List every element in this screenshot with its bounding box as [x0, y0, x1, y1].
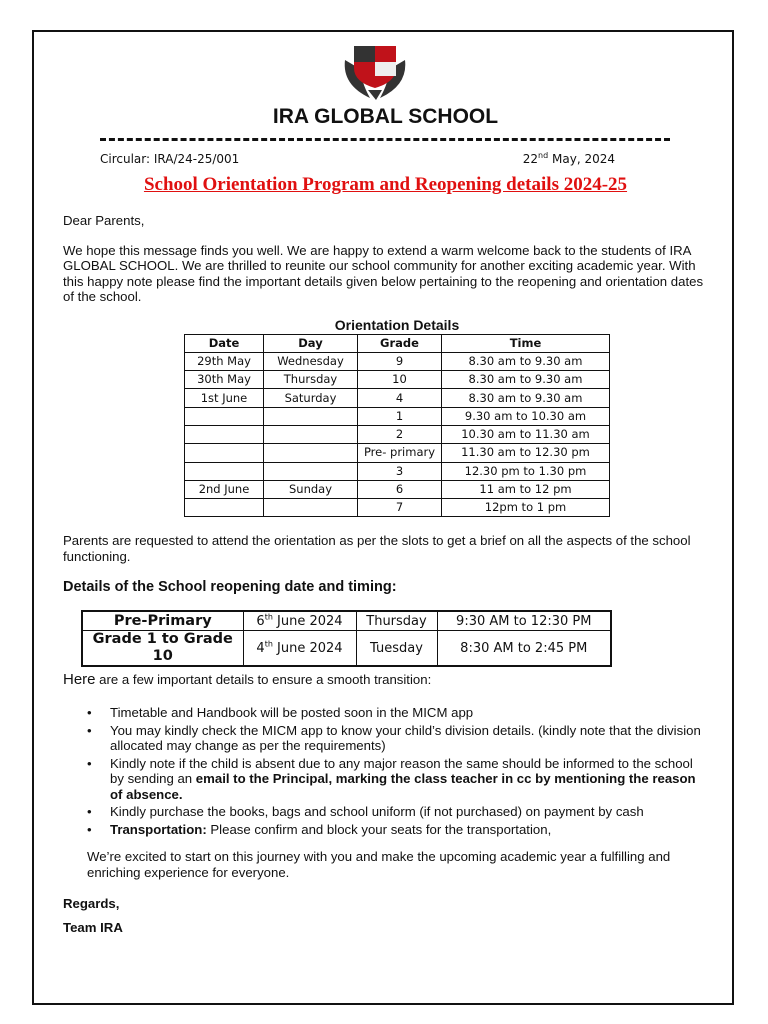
- column-header: Grade: [358, 334, 442, 352]
- table-cell: 8.30 am to 9.30 am: [442, 352, 610, 370]
- table-cell: 8.30 am to 9.30 am: [442, 371, 610, 389]
- signoff: Team IRA: [63, 919, 123, 935]
- orientation-table: [184, 334, 610, 518]
- table-cell: 12pm to 1 pm: [442, 499, 610, 517]
- table-cell: [264, 407, 358, 425]
- weekday: Tuesday: [356, 631, 437, 667]
- table-cell: [264, 462, 358, 480]
- column-header: Date: [185, 334, 264, 352]
- table-row: [185, 352, 610, 370]
- table-cell: 10.30 am to 11.30 am: [442, 425, 610, 443]
- table-cell: Wednesday: [264, 352, 358, 370]
- attend-note: Parents are requested to attend the orientation as per the slots to get a brief on all the aspects of the school functioning.: [63, 533, 691, 564]
- table-row: [185, 407, 610, 425]
- table-cell: [185, 499, 264, 517]
- table-cell: [185, 444, 264, 462]
- table-row: [185, 371, 610, 389]
- table-cell: 9: [358, 352, 442, 370]
- table-row: [185, 389, 610, 407]
- timing: 8:30 AM to 2:45 PM: [437, 631, 611, 667]
- table-cell: 11.30 am to 12.30 pm: [442, 444, 610, 462]
- table-row: [185, 425, 610, 443]
- list-item: • Kindly purchase the books, bags and school uniform (if not purchased) on payment by cash: [63, 804, 708, 820]
- divider: [100, 138, 670, 141]
- table-row: [185, 444, 610, 462]
- reopen-date: 6th June 2024: [243, 611, 356, 631]
- table-row: [185, 462, 610, 480]
- regards: Regards,: [63, 896, 120, 912]
- reopening-table: [81, 610, 612, 667]
- table-cell: 4: [358, 389, 442, 407]
- column-header: Time: [442, 334, 610, 352]
- table-row: [82, 631, 611, 667]
- list-item: • You may kindly check the MICM app to know your child’s division details. (kindly note that the division allocated may change as per the requirements): [63, 723, 708, 754]
- details-list: [63, 705, 708, 837]
- table-cell: 11 am to 12 pm: [442, 480, 610, 498]
- table-row: [185, 499, 610, 517]
- table-cell: 8.30 am to 9.30 am: [442, 389, 610, 407]
- table-cell: [264, 444, 358, 462]
- orientation-title: Orientation Details: [334, 316, 460, 333]
- table-cell: [185, 462, 264, 480]
- document-title: School Orientation Program and Reopening details 2024-25: [143, 174, 628, 195]
- details-intro: Here are a few important details to ensure a smooth transition:: [63, 671, 432, 689]
- table-cell: Thursday: [264, 371, 358, 389]
- circular-meta: [100, 151, 615, 167]
- table-cell: 2nd June: [185, 480, 264, 498]
- school-name: IRA GLOBAL SCHOOL: [272, 105, 499, 128]
- timing: 9:30 AM to 12:30 PM: [437, 611, 611, 631]
- table-cell: 7: [358, 499, 442, 517]
- table-cell: 6: [358, 480, 442, 498]
- circular-date: 22nd May, 2024: [522, 151, 615, 166]
- table-cell: 1st June: [185, 389, 264, 407]
- table-cell: 12.30 pm to 1.30 pm: [442, 462, 610, 480]
- list-item: • Transportation: Please confirm and block your seats for the transportation,: [63, 822, 708, 838]
- table-row: [82, 611, 611, 631]
- table-cell: 10: [358, 371, 442, 389]
- grade-group: Grade 1 to Grade 10: [82, 631, 243, 667]
- table-cell: [264, 499, 358, 517]
- table-cell: Saturday: [264, 389, 358, 407]
- table-cell: 2: [358, 425, 442, 443]
- salutation: Dear Parents,: [63, 213, 145, 228]
- table-cell: 9.30 am to 10.30 am: [442, 407, 610, 425]
- table-cell: Pre- primary: [358, 444, 442, 462]
- grade-group: Pre-Primary: [82, 611, 243, 631]
- closing-paragraph: We’re excited to start on this journey with you and make the upcoming academic year a fulfilling and enriching experience for everyone.: [87, 849, 671, 880]
- circular-number: Circular: IRA/24-25/001: [100, 152, 240, 166]
- reopen-date: 4th June 2024: [243, 631, 356, 667]
- table-cell: 30th May: [185, 371, 264, 389]
- table-cell: [185, 407, 264, 425]
- weekday: Thursday: [356, 611, 437, 631]
- intro-paragraph: We hope this message finds you well. We are happy to extend a warm welcome back to the students of IRA GLOBAL SCHOOL. We are thrilled to reunite our school community for another exciting academic year. With this happy note please find the important details given below pertaining to the reopening and orientation dates of the school.: [63, 242, 704, 304]
- list-item: • Kindly note if the child is absent due to any major reason the same should be informed to the school by sending an email to the Principal, marking the class teacher in cc by mentioning the reason of absence.: [63, 756, 708, 803]
- table-cell: [264, 425, 358, 443]
- table-cell: Sunday: [264, 480, 358, 498]
- table-cell: 3: [358, 462, 442, 480]
- table-cell: [185, 425, 264, 443]
- reopening-heading: Details of the School reopening date and timing:: [63, 579, 397, 596]
- table-cell: 29th May: [185, 352, 264, 370]
- column-header: Day: [264, 334, 358, 352]
- table-row: [185, 480, 610, 498]
- list-item: • Timetable and Handbook will be posted soon in the MICM app: [63, 705, 708, 721]
- school-crest-logo: [340, 40, 410, 102]
- table-cell: 1: [358, 407, 442, 425]
